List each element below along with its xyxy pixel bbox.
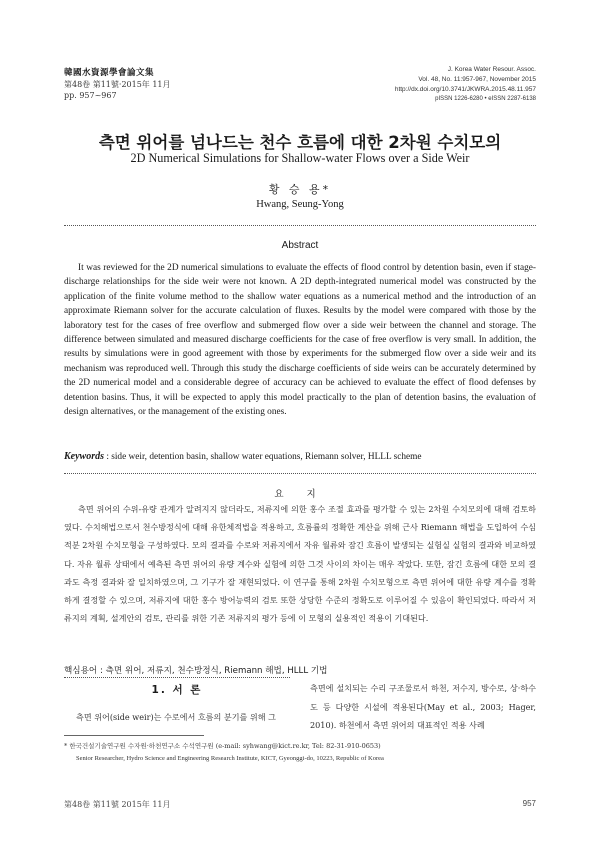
author-korean: 황 승 용* <box>268 183 332 196</box>
section-1-left-column: 측면 위어(side weir)는 수로에서 흐름의 분기를 위해 그 <box>76 712 276 722</box>
divider-section-left <box>64 677 290 678</box>
title-english: 2D Numerical Simulations for Shallow-water Flows over a Side Weir <box>130 151 470 165</box>
footnote-rule <box>64 735 204 736</box>
doi-link[interactable]: http://dx.doi.org/10.3741/JKWRA.2015.48.11.957 <box>394 86 536 93</box>
footnote-affiliation-en: Senior Researcher, Hydro Science and Engineering Research Institute, KICT, Gyeonggi-do, 10223, Republic of Korea <box>76 755 384 762</box>
footnote-affiliation-ko: * 한국건설기술연구원 수자원·하천연구소 수석연구원 (e-mail: syhwang@kict.re.kr, Tel: 82-31-910-0653) <box>64 742 381 750</box>
abstract-heading: Abstract <box>281 240 319 251</box>
keywords-label: Keywords <box>64 451 104 462</box>
keywords-korean: 핵심용어 : 측면 위어, 저류지, 천수방정식, Riemann 해법, HLLL 기법 <box>64 666 328 676</box>
divider-top <box>64 225 536 226</box>
issn: pISSN 1226-6280 • eISSN 2287-6138 <box>435 96 536 102</box>
volume-en: Vol. 48, No. 11:957-967, November 2015 <box>418 76 536 83</box>
abstract-text: It was reviewed for the 2D numerical simulations to evaluate the effects of flood control by detention basin, even if stage-discharge relationships for the side weir were not known. A 2D depth-integrated numerical model was constructed by the application of the finite volume method to the shallow water equations as a numerical method and the introduction of an approximate Riemann solver for the accurate calculation of fluxes. Results by the model were compared with those by the laboratory test for the cases of free overflow and submerged flow over a side weir between the channel and storage. The difference between simulated and measured discharge coefficients for the case of free overflow is very small. In addition, the results by simulations were in good agreement with those by experiments for the submerged flow over a side weir and its mechanism was reproduced well. Through this study the discharge coefficients of side weirs can be accurately determined by the 2D numerical model and a considerable degree of accuracy can be achieved to evaluate the effect of flood defenses by detention basins. Thus, it will be expected to apply this model practically to the plan of detention basins, the evaluation of design alternatives, or the management of the existing ones. <box>64 263 536 418</box>
keywords-list: : side weir, detention basin, shallow water equations, Riemann solver, HLLL scheme <box>104 452 422 462</box>
author-english: Hwang, Seung-Yong <box>256 199 344 210</box>
section-1-right-column: 측면에 설치되는 수리 구조물로서 하천, 저수지, 방수로, 상·하수도 등 다양한 시설에 적용된다(May et al., 2003; Hager, 2010). 하천에서 측면 위어의 대표적인 적용 사례 <box>310 683 536 731</box>
volume-ko: 第48卷 第11號·2015年 11月 <box>64 80 171 89</box>
page-range: pp. 957~967 <box>64 91 117 100</box>
divider-mid <box>64 473 536 474</box>
page-number: 957 <box>522 799 536 808</box>
section-1-heading: 1. 서 론 <box>151 684 203 696</box>
keywords-line <box>64 451 536 462</box>
yoji-heading: 요 지 <box>274 489 326 500</box>
title-korean: 측면 위어를 넘나드는 천수 흐름에 대한 2차원 수치모의 <box>98 133 502 152</box>
yoji-text: 측면 위어의 수위-유량 관계가 알려지지 않더라도, 저류지에 의한 홍수 조절 효과를 평가할 수 있는 2차원 수치모의에 대해 검토하였다. 수치해법으로서 천수방정식에 대해 유한체적법을 적용하고, 흐름률의 정확한 계산을 위해 근사 Riemann 해법을 도입하여 수심적분 2차원 수치모형을 구성하였다. 모의 결과를 수로와 저류지에서 자유 월류와 잠긴 흐름이 발생되는 실험실 실험의 결과와 비교하였다. 자유 월류 상태에서 예측된 측면 위어의 유량 계수와 실험에 의한 그것 사이의 차이는 매우 작았다. 또한, 잠긴 흐름에 대한 모의 결과도 측정 결과와 잘 일치하였으며, 그 기구가 잘 재현되었다. 이 연구를 통해 2차원 수치모형으로 측면 위어에 대한 유량 계수를 정확하게 결정할 수 있으며, 저류지에 대한 홍수 방어능력의 검토 또한 상당한 수준의 정확도로 이루어질 수 있음이 확인되었다. 따라서 저류지의 계획, 설계안의 검토, 관리를 위한 기존 저류지의 평가 등에 이 모형의 실용적인 적용이 기대된다. <box>64 504 537 624</box>
journal-name-ko: 韓國水資源學會論文集 <box>64 68 155 78</box>
journal-name-en: J. Korea Water Resour. Assoc. <box>447 66 536 73</box>
footer-volume: 第48卷 第11號 2015年 11月 <box>64 800 171 809</box>
